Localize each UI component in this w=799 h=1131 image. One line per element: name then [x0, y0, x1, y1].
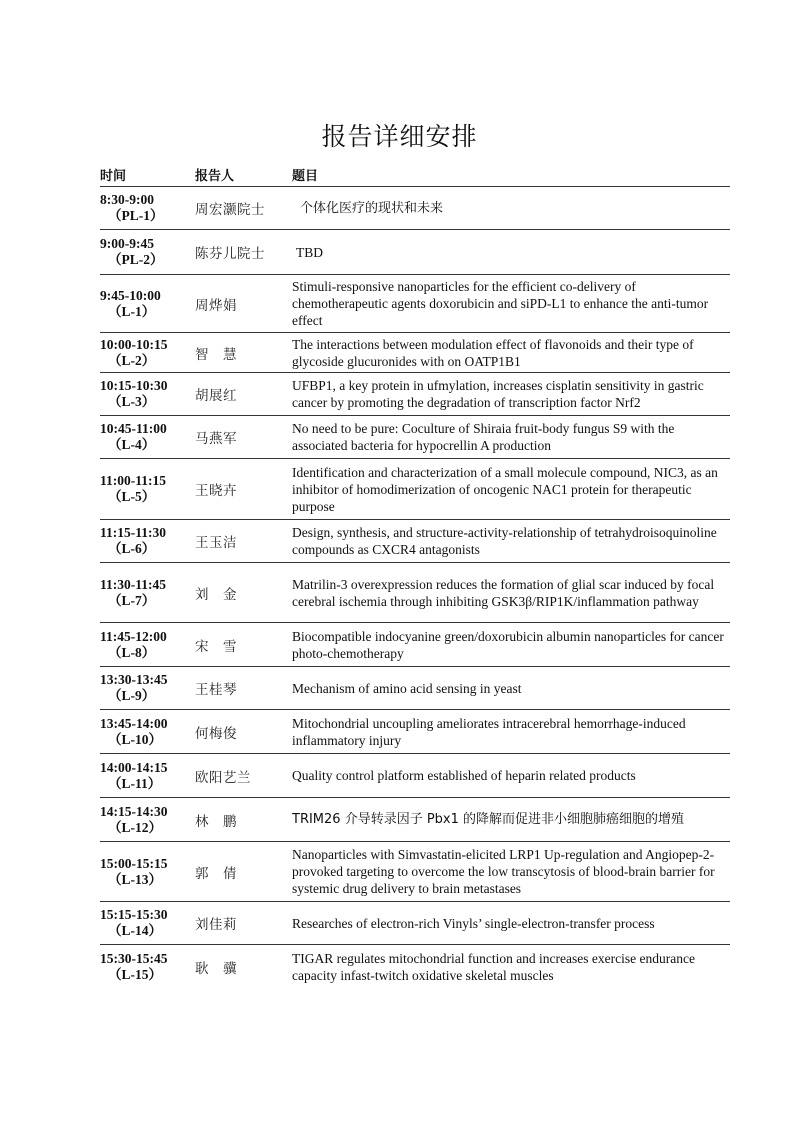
- schedule-row: [100, 520, 730, 563]
- speaker-name: 林 鹏: [195, 798, 292, 842]
- schedule-row: [100, 563, 730, 623]
- speaker-name: 王玉洁: [195, 520, 292, 563]
- speaker-name: 周宏灏院士: [195, 187, 292, 230]
- schedule-header: [100, 162, 730, 187]
- session-code: （L-15）: [108, 966, 162, 982]
- session-code: （L-10）: [108, 731, 162, 747]
- schedule-row: [100, 230, 730, 275]
- time-range: 11:45-12:00: [100, 628, 167, 644]
- time-cell: [100, 902, 195, 945]
- talk-title: Nanoparticles with Simvastatin-elicited LRP1 Up-regulation and Angiopep-2-provoked targeting to overcome the low transcytosis of blood-brain barrier for systemic drug delivery to brain metastases: [292, 842, 730, 902]
- time-cell: [100, 798, 195, 842]
- time-range: 14:15-14:30: [100, 803, 168, 819]
- schedule-row: [100, 416, 730, 459]
- schedule-row: [100, 798, 730, 842]
- session-code: （L-5）: [108, 489, 156, 504]
- time-range: 15:30-15:45: [100, 950, 168, 966]
- session-code: （L-2）: [108, 352, 156, 368]
- speaker-name: 何梅俊: [195, 710, 292, 754]
- time-range: 11:15-11:30: [100, 525, 166, 540]
- talk-title: Design, synthesis, and structure-activity-relationship of tetrahydroisoquinoline compounds as CXCR4 antagonists: [292, 520, 730, 563]
- time-cell: [100, 459, 195, 520]
- speaker-name: 郭 倩: [195, 842, 292, 902]
- session-code: （L-9）: [108, 688, 156, 703]
- schedule-row: [100, 187, 730, 230]
- schedule-row: [100, 459, 730, 520]
- time-cell: [100, 623, 195, 667]
- talk-title: Matrilin-3 overexpression reduces the formation of glial scar induced by focal cerebral ischemia through inhibiting GSK3β/RIP1K/inflammation pathway: [292, 563, 730, 623]
- time-range: 15:15-15:30: [100, 907, 168, 922]
- schedule-row: [100, 945, 730, 989]
- time-cell: [100, 842, 195, 902]
- schedule-row: [100, 333, 730, 373]
- speaker-name: 刘佳莉: [195, 902, 292, 945]
- talk-title: TRIM26 介导转录因子 Pbx1 的降解而促进非小细胞肺癌细胞的增殖: [292, 798, 730, 842]
- speaker-name: 宋 雪: [195, 623, 292, 667]
- talk-title: Quality control platform established of heparin related products: [292, 754, 730, 798]
- time-cell: [100, 667, 195, 710]
- talk-title: Researches of electron-rich Vinyls’ single-electron-transfer process: [292, 902, 730, 945]
- talk-title: No need to be pure: Coculture of Shiraia fruit-body fungus S9 with the associated bacteria for hypocrellin A production: [292, 416, 730, 459]
- time-range: 10:00-10:15: [100, 336, 168, 352]
- time-range: 8:30-9:00: [100, 192, 154, 207]
- time-cell: [100, 945, 195, 989]
- time-cell: [100, 520, 195, 563]
- time-range: 10:45-11:00: [100, 421, 167, 436]
- session-code: （L-13）: [108, 871, 162, 887]
- speaker-name: 马燕军: [195, 416, 292, 459]
- schedule-row: [100, 902, 730, 945]
- speaker-name: 周烨娟: [195, 275, 292, 333]
- schedule-row: [100, 710, 730, 754]
- schedule-row: [100, 623, 730, 667]
- session-code: （PL-1）: [108, 208, 164, 223]
- speaker-name: 智 慧: [195, 333, 292, 373]
- session-code: （L-11）: [108, 775, 162, 791]
- time-cell: [100, 230, 195, 275]
- talk-title: Mitochondrial uncoupling ameliorates intracerebral hemorrhage-induced inflammatory injury: [292, 710, 730, 754]
- session-code: （L-14）: [108, 923, 162, 938]
- time-cell: [100, 563, 195, 623]
- session-code: （L-7）: [108, 592, 156, 608]
- time-range: 15:00-15:15: [100, 855, 168, 871]
- session-code: （L-4）: [108, 437, 156, 452]
- talk-title: Stimuli-responsive nanoparticles for the efficient co-delivery of chemotherapeutic agents doxorubicin and siPD-L1 to enhance the anti-tumor effect: [292, 275, 730, 333]
- header-speaker: 报告人: [195, 168, 235, 184]
- speaker-name: 胡展红: [195, 373, 292, 416]
- time-cell: [100, 373, 195, 416]
- talk-title: TIGAR regulates mitochondrial function and increases exercise endurance capacity infast-twitch oxidative skeletal muscles: [292, 945, 730, 989]
- session-code: （L-6）: [108, 541, 156, 556]
- time-cell: [100, 187, 195, 230]
- talk-title: UFBP1, a key protein in ufmylation, increases cisplatin sensitivity in gastric cancer by promoting the degradation of transcription factor Nrf2: [292, 373, 730, 416]
- schedule-table: [100, 162, 730, 989]
- session-code: （PL-2）: [108, 252, 164, 267]
- speaker-name: 王晓卉: [195, 459, 292, 520]
- speaker-name: 欧阳艺兰: [195, 754, 292, 798]
- time-range: 9:45-10:00: [100, 287, 161, 303]
- time-cell: [100, 333, 195, 373]
- speaker-name: 耿 骥: [195, 945, 292, 989]
- session-code: （L-8）: [108, 644, 156, 660]
- time-range: 10:15-10:30: [100, 378, 168, 393]
- talk-title: Identification and characterization of a small molecule compound, NIC3, as an inhibitor of homodimerization of oncogenic NAC1 protein for therapeutic purpose: [292, 459, 730, 520]
- talk-title: Biocompatible indocyanine green/doxorubicin albumin nanoparticles for cancer photo-chemotherapy: [292, 623, 730, 667]
- header-time: 时间: [100, 168, 127, 184]
- time-range: 13:45-14:00: [100, 715, 168, 731]
- speaker-name: 王桂琴: [195, 667, 292, 710]
- talk-title: TBD: [292, 230, 730, 275]
- schedule-row: [100, 373, 730, 416]
- session-code: （L-12）: [108, 819, 162, 835]
- schedule-row: [100, 275, 730, 333]
- time-cell: [100, 754, 195, 798]
- schedule-row: [100, 842, 730, 902]
- time-range: 13:30-13:45: [100, 672, 168, 687]
- schedule-row: [100, 754, 730, 798]
- schedule-row: [100, 667, 730, 710]
- time-cell: [100, 710, 195, 754]
- time-cell: [100, 416, 195, 459]
- talk-title: Mechanism of amino acid sensing in yeast: [292, 667, 730, 710]
- time-range: 14:00-14:15: [100, 759, 168, 775]
- header-topic: 题目: [292, 168, 319, 184]
- time-range: 11:00-11:15: [100, 473, 166, 488]
- time-range: 11:30-11:45: [100, 576, 166, 592]
- talk-title: 个体化医疗的现状和未来: [292, 187, 730, 230]
- speaker-name: 刘 金: [195, 563, 292, 623]
- talk-title: The interactions between modulation effect of flavonoids and their type of glycoside glucuronides with on OATP1B1: [292, 333, 730, 373]
- schedule-body: [100, 187, 730, 989]
- speaker-name: 陈芬儿院士: [195, 230, 292, 275]
- time-range: 9:00-9:45: [100, 236, 154, 251]
- page-title: 报告详细安排: [321, 121, 478, 151]
- time-cell: [100, 275, 195, 333]
- session-code: （L-3）: [108, 394, 156, 409]
- session-code: （L-1）: [108, 303, 156, 319]
